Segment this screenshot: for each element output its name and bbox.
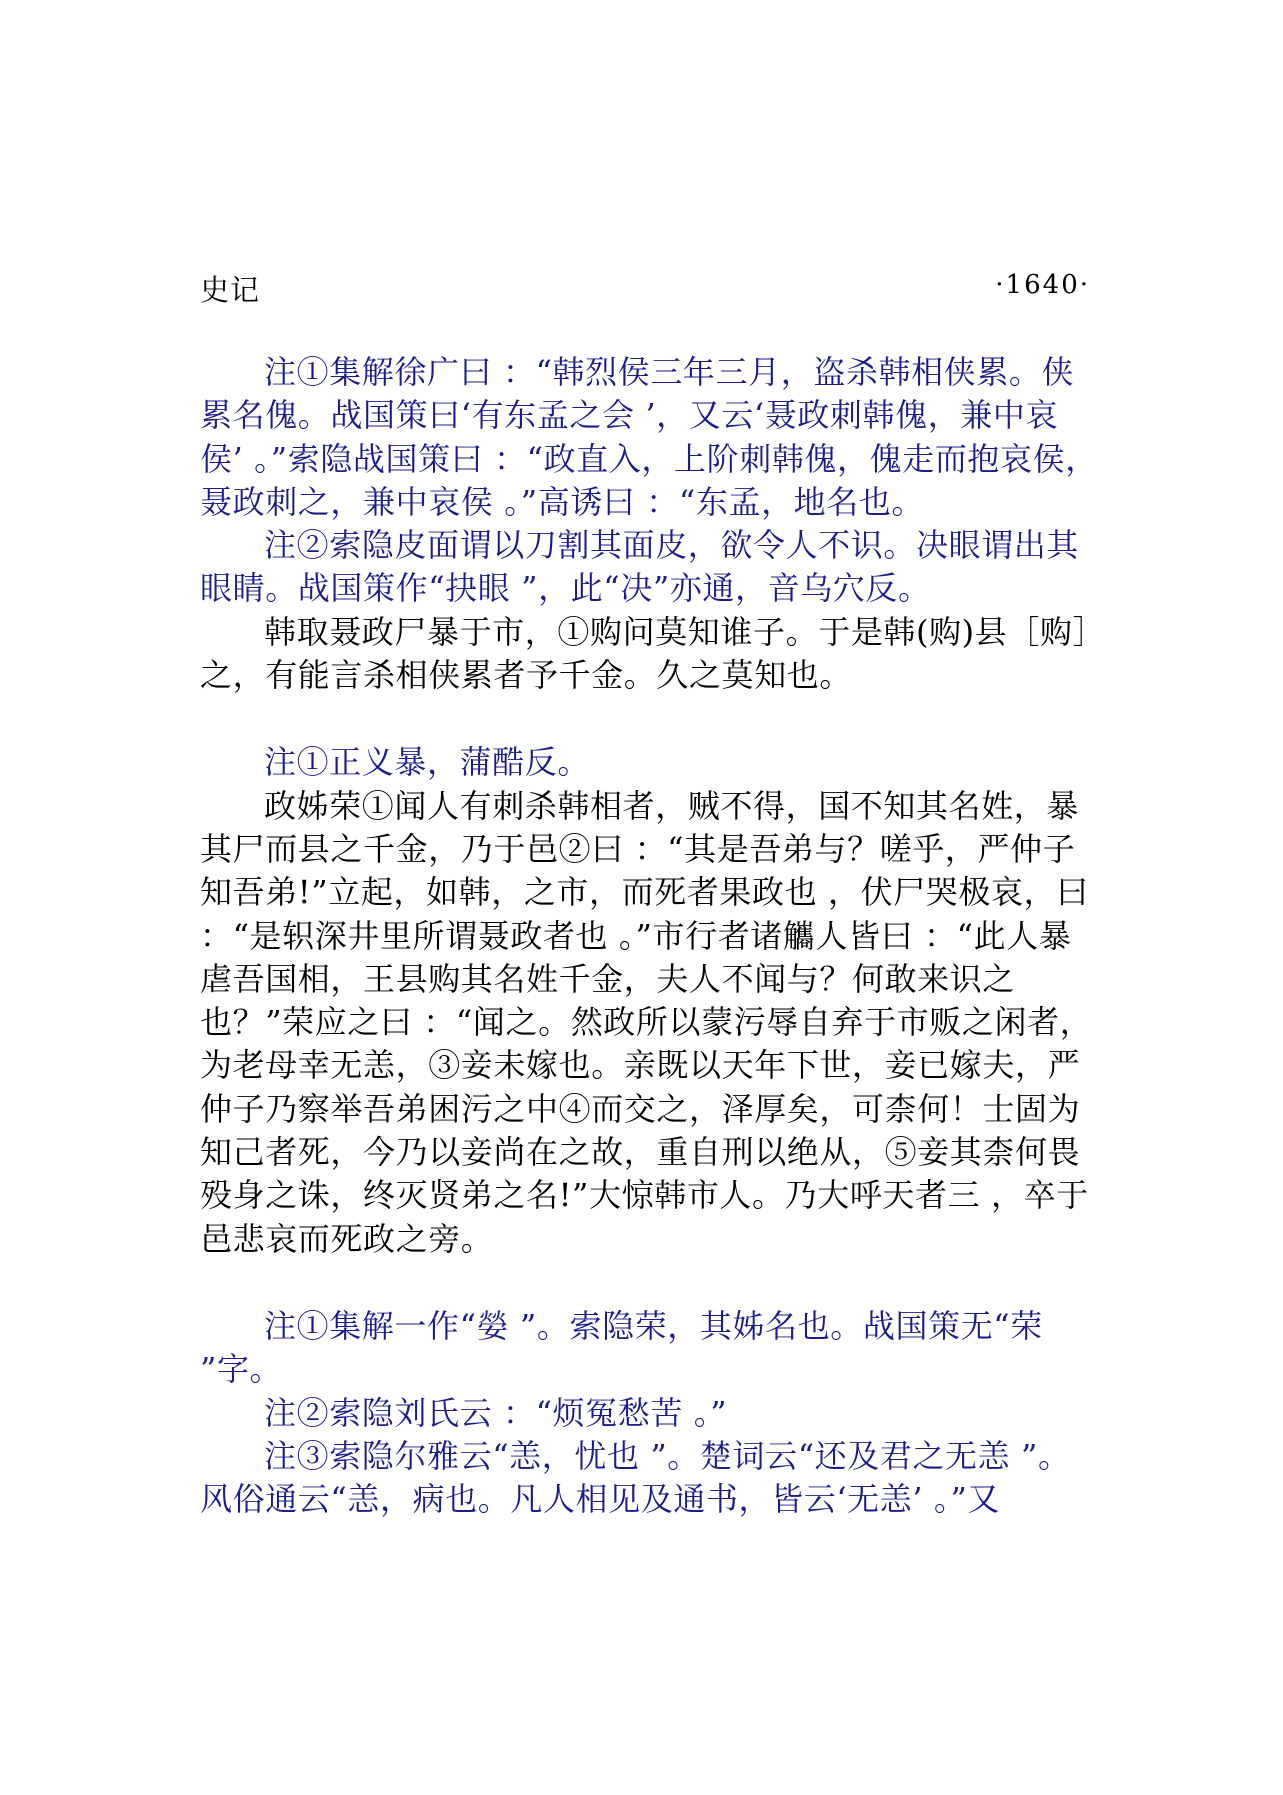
page-number: ·1640· — [995, 270, 1090, 300]
annotation-paragraph: 注③索隐尔雅云“恙，忧也 ”。楚词云“还及君之无恙 ”。风俗通云“恙，病也。凡人相见及通书，皆云‘无恙’ 。”又 — [200, 1436, 1071, 1519]
main-text-paragraph: 政姊荣①闻人有刺杀韩相者，贼不得，国不知其名姓，暴其尸而县之千金，乃于邑②曰 ：“其是吾弟与？嗟乎，严仲子知吾弟!”立起，如韩，之市，而死者果政也 ，伏尸哭极哀，曰 ：“是轵深井里所谓聂政者也 。”市行者诸觿人皆曰 ：“此人暴虐吾国相，王县购其名姓千金，夫人不闻与？何敢来识之也？”荣应之曰 ：“闻之。然政所以蒙污辱自弃于市贩之闲者，为老母幸无恙，③妾未嫁也。亲既以天年下世，妾已嫁夫，严仲子乃察举吾弟困污之中④而交之，泽厚矣，可柰何！士固为知己者死，今乃以妾尚在之故，重自刑以绝从，⑤妾其柰何畏殁身之诛，终灭贤弟之名!”大惊韩市人。乃大呼天者三 ，卒于邑悲哀而死政之旁。 — [200, 786, 1100, 1258]
annotation-paragraph: 注①集解一作“嫈 ”。索隐荣，其姊名也。战国策无“荣 ”字。 — [200, 1306, 1054, 1389]
page-body — [200, 351, 1100, 1521]
annotation-paragraph: 注①正义暴，蒲酷反。 — [264, 743, 591, 782]
annotation-paragraph: 注②索隐皮面谓以刀割其面皮，欲令人不识。决眼谓出其眼睛。战国策作“抉眼 ”，此“决”亦通，音乌穴反。 — [200, 526, 1080, 608]
page-header — [200, 268, 1090, 308]
main-text-paragraph: 韩取聂政尸暴于市，①购问莫知谁子。于是韩(购)县［购］之，有能言杀相侠累者予千金。久之莫知也。 — [200, 612, 1090, 695]
annotation-paragraph: 注①集解徐广曰 ：“韩烈侯三年三月，盗杀韩相侠累。侠累名傀。战国策曰‘有东孟之会 ’，又云‘聂政刺韩傀，兼中哀侯’ 。”索隐战国策曰 ：“政直入，上阶刺韩傀，傀走而抱哀侯，聂政刺之，兼中哀侯 。”高诱曰 ：“东孟，地名也。 — [200, 353, 1098, 521]
annotation-paragraph: 注②索隐刘氏云 ：“烦冤愁苦 。” — [264, 1393, 728, 1432]
book-title: 史记 — [200, 273, 261, 307]
